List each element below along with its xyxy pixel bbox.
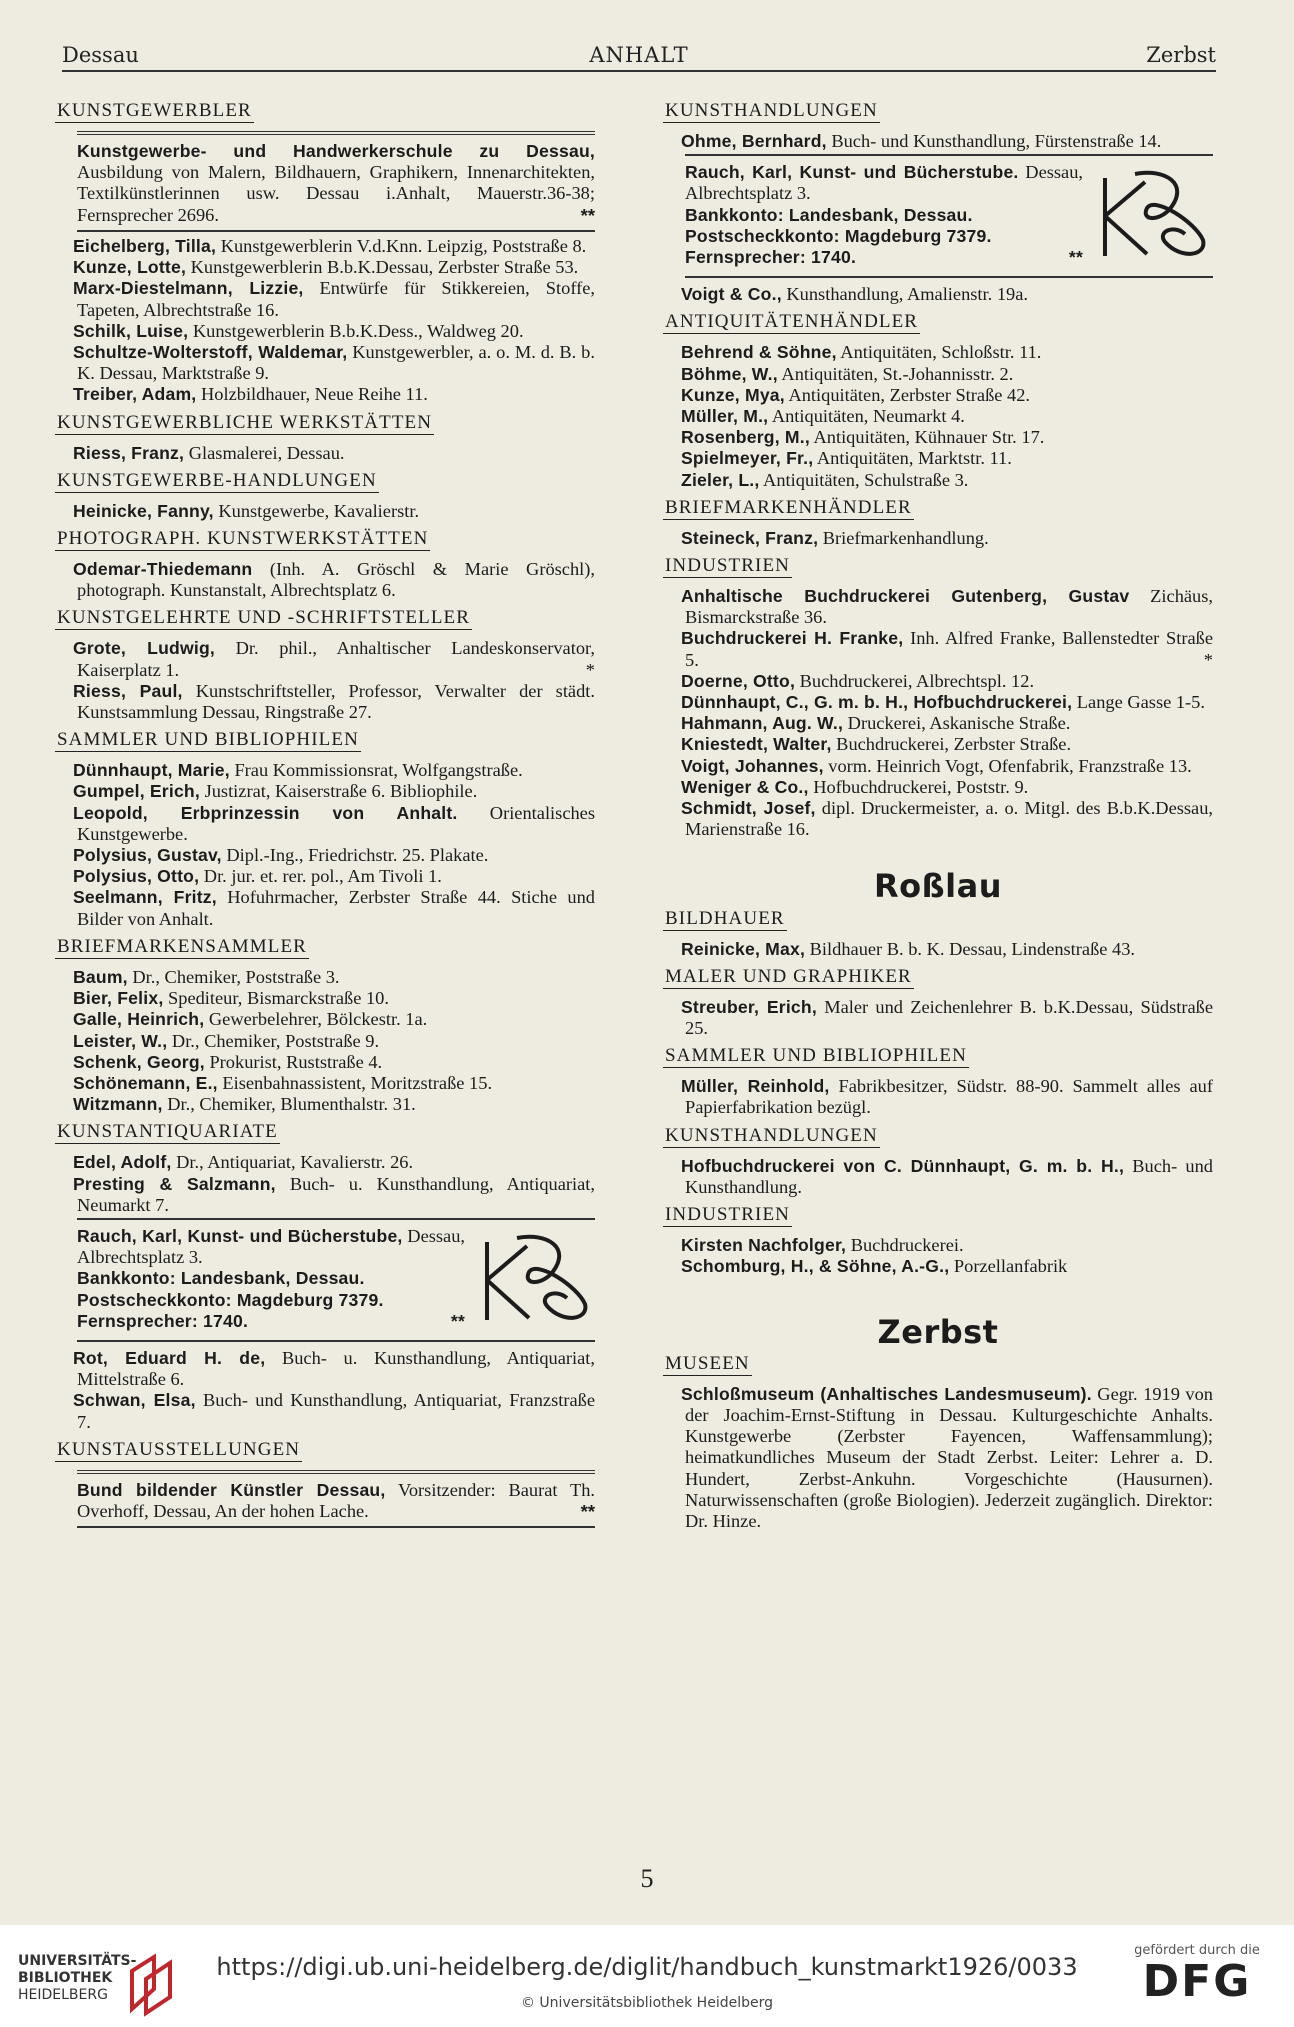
highlight-box-kunstgewerbeschule <box>77 131 595 232</box>
entry: Seelmann, Fritz, Hofuhrmacher, Zerbster Straße 44. Stiche und Bilder von Anhalt. <box>73 887 595 929</box>
copyright-notice: © Universitätsbibliothek Heidelberg <box>520 1995 773 2011</box>
ad-line: Fernsprecher: 1740. ** <box>77 1310 465 1331</box>
section-sammler: SAMMLER UND BIBLIOPHILEN <box>57 729 359 751</box>
entry: Gumpel, Erich, Justizrat, Kaiserstraße 6. Bibliophile. <box>73 781 478 802</box>
entry: Kunze, Mya, Antiquitäten, Zerbster Straße 42. <box>681 384 1031 405</box>
entry: Marx-Diestelmann, Lizzie, Entwürfe für Stikkereien, Stoffe, Tapeten, Albrechtstraße 16. <box>73 278 595 320</box>
entry: Anhaltische Buchdruckerei Gutenberg, Gustav Zichäus, Bismarckstraße 36. <box>681 586 1213 628</box>
entry: Baum, Dr., Chemiker, Poststraße 3. <box>73 966 340 987</box>
entry: Reinicke, Max, Bildhauer B. b. K. Dessau, Lindenstraße 43. <box>681 938 1136 959</box>
section-sammler-rosslau: SAMMLER UND BIBLIOPHILEN <box>665 1045 967 1067</box>
header-left: Dessau <box>62 43 139 67</box>
entry: Galle, Heinrich, Gewerbelehrer, Bölckestr. 1a. <box>73 1009 428 1030</box>
section-museen: MUSEEN <box>665 1352 750 1374</box>
kr-monogram-logo-icon <box>477 1228 595 1326</box>
entry: Böhme, W., Antiquitäten, St.-Johannisstr. 2. <box>681 363 1014 384</box>
stars: ** <box>580 1501 595 1523</box>
entry: Ohme, Bernhard, Buch- und Kunsthandlung, Fürstenstraße 14. <box>681 131 1162 151</box>
entry: Leister, W., Dr., Chemiker, Poststraße 9. <box>73 1030 380 1051</box>
ad-line: Rauch, Karl, Kunst- und Bücherstube. Dessau, Albrechtsplatz 3. <box>685 162 1083 204</box>
section-photograph: PHOTOGRAPH. KUNSTWERKSTÄTTEN <box>57 528 429 550</box>
entry: Schenk, Georg, Prokurist, Ruststraße 4. <box>73 1051 383 1072</box>
entry: Schomburg, H., & Söhne, A.-G., Porzellanfabrik <box>681 1256 1068 1277</box>
entry: Witzmann, Dr., Chemiker, Blumenthalstr. 31. <box>73 1094 416 1115</box>
permalink-url[interactable]: https://digi.ub.uni-heidelberg.de/diglit/handbuch_kunstmarkt1926/0033 <box>216 1953 1078 1981</box>
entry: Odemar-Thiedemann (Inh. A. Gröschl & Marie Gröschl), photograph. Kunstanstalt, Albrechtsplatz 6. <box>73 559 595 601</box>
header-right: Zerbst <box>1146 43 1216 67</box>
ad-line: Postscheckkonto: Magdeburg 7379. <box>685 225 992 246</box>
section-kunsthandlungen: KUNSTHANDLUNGEN <box>665 100 878 121</box>
entry: Grote, Ludwig, Dr. phil., Anhaltischer Landeskonservator, Kaiserplatz 1. * <box>73 638 596 680</box>
page-number: 5 <box>640 1864 654 1893</box>
advertisement-rauch-right <box>685 154 1213 278</box>
entry: Müller, M., Antiquitäten, Neumarkt 4. <box>681 406 965 427</box>
entry: Schultze-Wolterstoff, Waldemar, Kunstgewerbler, a. o. M. d. B. b. K. Dessau, Marktstraße 9. <box>73 342 595 384</box>
city-heading-rosslau: Roßlau <box>874 867 1002 906</box>
entry: Voigt, Johannes, vorm. Heinrich Vogt, Ofenfabrik, Franzstraße 13. <box>681 755 1192 776</box>
section-kunstgewerbler: KUNSTGEWERBLER <box>57 100 252 121</box>
ad-line: Fernsprecher: 1740. ** <box>685 247 1083 268</box>
entry: Zieler, L., Antiquitäten, Schulstraße 3. <box>681 469 969 490</box>
entry: Hofbuchdruckerei von C. Dünnhaupt, G. m. b. H., Buch- und Kunsthandlung. <box>681 1155 1213 1197</box>
entry: Steineck, Franz, Briefmarkenhandlung. <box>681 527 989 548</box>
entry: Riess, Paul, Kunstschriftsteller, Professor, Verwalter der städt. Kunstsammlung Dessau, Ringstraße 27. <box>73 680 595 723</box>
ad-line: Postscheckkonto: Magdeburg 7379. <box>77 1289 384 1310</box>
city-heading-zerbst: Zerbst <box>877 1312 999 1351</box>
uni-line: HEIDELBERG <box>18 1987 108 2003</box>
advertisement-rauch-left <box>77 1218 595 1342</box>
entry: Polysius, Otto, Dr. jur. et. rer. pol., Am Tivoli 1. <box>73 866 442 887</box>
left-column <box>55 94 595 1532</box>
entry: Voigt & Co., Kunsthandlung, Amalienstr. 19a. <box>681 284 1028 305</box>
entry: Streuber, Erich, Maler und Zeichenlehrer B. b.K.Dessau, Südstraße 25. <box>681 996 1213 1039</box>
entry: Behrend & Söhne, Antiquitäten, Schloßstr. 11. <box>681 342 1042 363</box>
section-maler-graphiker: MALER UND GRAPHIKER <box>665 965 912 987</box>
section-kunsthandlungen-rosslau: KUNSTHANDLUNGEN <box>665 1124 878 1146</box>
section-kunstausstellungen: KUNSTAUSSTELLUNGEN <box>57 1438 301 1460</box>
entry: Buchdruckerei H. Franke, Inh. Alfred Franke, Ballenstedter Straße 5. * <box>681 628 1214 670</box>
footer-bar <box>0 1925 1294 2027</box>
entry: Polysius, Gustav, Dipl.-Ing., Friedrichstr. 25. Plakate. <box>73 845 489 866</box>
entry: Bier, Felix, Spediteur, Bismarckstraße 10. <box>73 988 389 1009</box>
entry: Müller, Reinhold, Fabrikbesitzer, Südstr. 88-90. Sammelt alles auf Papierfabrikation bezügl. <box>681 1076 1213 1118</box>
entry: Dünnhaupt, Marie, Frau Kommissionsrat, Wolfgangstraße. <box>73 760 523 781</box>
entry: Presting & Salzmann, Buch- u. Kunsthandlung, Antiquariat, Neumarkt 7. <box>73 1173 595 1215</box>
entry-list <box>55 236 595 406</box>
uni-line: BIBLIOTHEK <box>18 1970 113 1986</box>
entry: Kunstgewerbe- und Handwerkerschule zu Dessau, Ausbildung von Malern, Bildhauern, Graphikern, Innenarchitekten, Textilkünstlerinnen usw. Dessau i.Anhalt, Mauerstr.36-38; Fernsprecher 2696. <box>77 141 595 225</box>
ad-line: Rauch, Karl, Kunst- und Bücherstube, Dessau, Albrechtsplatz 3. <box>77 1225 465 1268</box>
section-briefmarkenhaendler: BRIEFMARKENHÄNDLER <box>665 496 912 518</box>
section-kunstantiquariate: KUNSTANTIQUARIATE <box>57 1121 278 1143</box>
entry: Schilk, Luise, Kunstgewerblerin B.b.K.Dess., Waldweg 20. <box>73 320 524 341</box>
dfg-caption: gefördert durch die <box>1134 1943 1260 1958</box>
right-column <box>663 94 1213 1532</box>
entry: Heinicke, Fanny, Kunstgewerbe, Kavalierstr. <box>73 500 420 521</box>
dfg-funding-logo <box>1122 1943 1272 2006</box>
entry: Weniger & Co., Hofbuchdruckerei, Poststr. 9. <box>681 776 1029 797</box>
entry: Riess, Franz, Glasmalerei, Dessau. <box>73 442 345 463</box>
section-bildhauer: BILDHAUER <box>665 907 785 929</box>
kr-monogram-logo-icon <box>1095 164 1213 262</box>
entry: Eichelberg, Tilla, Kunstgewerblerin V.d.Knn. Leipzig, Poststraße 8. <box>73 236 587 257</box>
entry: Kniestedt, Walter, Buchdruckerei, Zerbster Straße. <box>681 734 1072 755</box>
entry: Schönemann, E., Eisenbahnassistent, Moritzstraße 15. <box>73 1072 493 1093</box>
section-kunstgelehrte: KUNSTGELEHRTE UND -SCHRIFTSTELLER <box>57 607 471 629</box>
ad-line: Bankkonto: Landesbank, Dessau. <box>77 1268 365 1289</box>
ad-line: Bankkonto: Landesbank, Dessau. <box>685 204 973 225</box>
section-industrien-rosslau: INDUSTRIEN <box>665 1204 790 1226</box>
entry: Kunze, Lotte, Kunstgewerblerin B.b.K.Dessau, Zerbster Straße 53. <box>73 257 579 278</box>
header-center: ANHALT <box>589 43 689 67</box>
highlight-box-bbk <box>77 1470 595 1529</box>
section-antiquitaeten: ANTIQUITÄTENHÄNDLER <box>665 311 919 333</box>
entry: Bund bildender Künstler Dessau, Vorsitzender: Baurat Th. Overhoff, Dessau, An der hohen Lache. <box>77 1479 595 1521</box>
entry: Kirsten Nachfolger, Buchdruckerei. <box>681 1235 964 1256</box>
entry: Treiber, Adam, Holzbildhauer, Neue Reihe 11. <box>73 384 428 405</box>
entry: Dünnhaupt, C., G. m. b. H., Hofbuchdruckerei, Lange Gasse 1-5. <box>681 692 1205 713</box>
entry: Schwan, Elsa, Buch- und Kunsthandlung, Antiquariat, Franzstraße 7. <box>73 1390 595 1432</box>
entry: Schmidt, Josef, dipl. Druckermeister, a. o. Mitgl. des B.b.K.Dessau, Marienstraße 16. <box>681 798 1214 840</box>
entry: Leopold, Erbprinzessin von Anhalt. Orientalisches Kunstgewerbe. <box>73 802 595 844</box>
section-industrien: INDUSTRIEN <box>665 555 790 577</box>
entry: Spielmeyer, Fr., Antiquitäten, Marktstr. 11. <box>681 448 1012 469</box>
uni-line: UNIVERSITÄTS- <box>18 1953 137 1969</box>
entry: Doerne, Otto, Buchdruckerei, Albrechtspl. 12. <box>681 670 1035 691</box>
stars: ** <box>580 204 595 226</box>
entry: Edel, Adolf, Dr., Antiquariat, Kavalierstr. 26. <box>73 1152 414 1173</box>
entry: Hahmann, Aug. W., Druckerei, Askanische Straße. <box>681 713 1071 734</box>
section-kunstgewerbe-handlungen: KUNSTGEWERBE-HANDLUNGEN <box>57 469 377 491</box>
section-werkstaetten: KUNSTGEWERBLICHE WERKSTÄTTEN <box>57 411 433 433</box>
entry: Schloßmuseum (Anhaltisches Landesmuseum). Gegr. 1919 von der Joachim-Ernst-Stiftung in Dessau. Kulturgeschichte Anhalts. Kunstgewerbe (Zerbster Fayencen, Waffensammlung); heimatkundliches Museum der Stadt Zerbst. Leiter: Lehrer a. D. Hundert, Zerbst-Ankuhn. Vorgeschichte (Hausurnen). Naturwissenschaften (große Biologien). Jederzeit zugänglich. Direktor: Dr. Hinze. <box>681 1383 1213 1531</box>
dfg-wordmark: DFG <box>1142 1956 1252 2007</box>
entry: Rosenberg, M., Antiquitäten, Kühnauer Str. 17. <box>681 427 1045 448</box>
running-header <box>62 38 1216 72</box>
entry: Rot, Eduard H. de, Buch- u. Kunsthandlung, Antiquariat, Mittelstraße 6. <box>73 1347 595 1390</box>
section-briefmarkensammler: BRIEFMARKENSAMMLER <box>57 935 307 957</box>
